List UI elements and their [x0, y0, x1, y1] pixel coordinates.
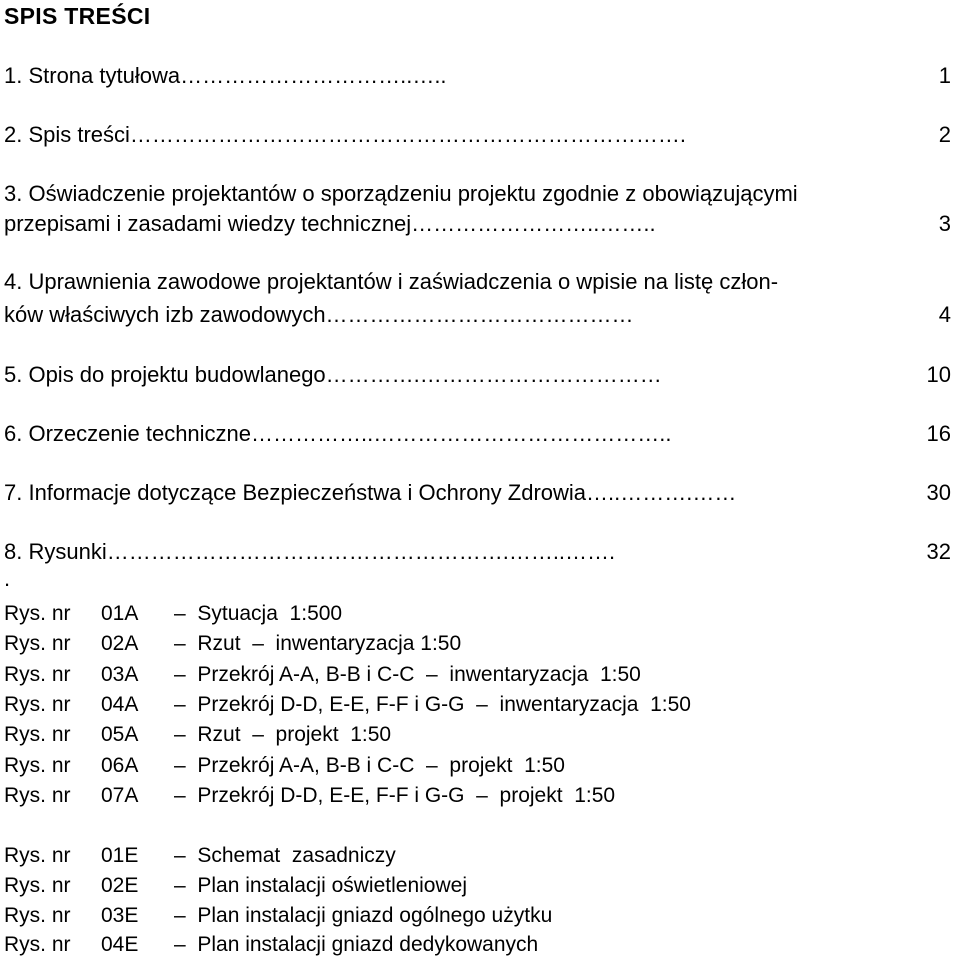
drawing-item-01a: [4, 601, 342, 627]
toc-entry-label: 6. Orzeczenie techniczne……………..…………………………………..: [4, 421, 672, 446]
drawing-prefix: Rys. nr: [4, 784, 71, 807]
toc-page-number: 1: [938, 63, 951, 88]
drawing-prefix: Rys. nr: [4, 693, 71, 716]
drawing-description: – Rzut – inwentaryzacja 1:50: [174, 632, 462, 655]
drawing-code: 03E: [101, 904, 139, 927]
drawing-prefix: Rys. nr: [4, 602, 71, 625]
toc-entry-2: [4, 122, 951, 148]
drawing-code: 06A: [101, 754, 139, 777]
drawing-item-03e: [4, 903, 552, 929]
toc-entry-7: [4, 480, 951, 506]
drawing-description: – Sytuacja 1:500: [174, 602, 343, 625]
toc-entry-1: [4, 63, 951, 89]
drawing-item-02a: [4, 631, 461, 657]
toc-entry-8: [4, 539, 951, 565]
separator-dot: .: [4, 566, 11, 591]
drawing-item-04e: [4, 932, 538, 958]
drawing-prefix: Rys. nr: [4, 723, 71, 746]
toc-entry-3: [4, 211, 951, 237]
drawing-description: – Plan instalacji gniazd ogólnego użytku: [174, 904, 553, 927]
drawing-prefix: Rys. nr: [4, 754, 71, 777]
page-title: SPIS TREŚCI: [4, 3, 151, 29]
drawing-item-05a: [4, 722, 391, 748]
drawing-code: 01E: [101, 844, 139, 867]
toc-page-number: 30: [926, 480, 951, 505]
toc-entry-3-line-1: 3. Oświadczenie projektantów o sporządzeniu projektu zgodnie z obowiązującymi: [4, 181, 798, 206]
drawing-description: – Przekrój A-A, B-B i C-C – inwentaryzacja 1:50: [174, 663, 641, 686]
toc-entry-label: przepisami i zasadami wiedzy technicznej……………………..……..: [4, 211, 656, 236]
toc-entry-4: [4, 302, 951, 328]
drawing-description: – Plan instalacji oświetleniowej: [174, 874, 467, 897]
drawing-description: – Rzut – projekt 1:50: [174, 723, 392, 746]
toc-entry-4-line-1: 4. Uprawnienia zawodowe projektantów i zaświadczenia o wpisie na listę człon-: [4, 269, 779, 294]
drawing-code: 01A: [101, 602, 139, 625]
toc-page-number: 4: [938, 302, 951, 327]
drawing-item-03a: [4, 662, 641, 688]
toc-entry-label: 2. Spis treści………………………………………………………………….: [4, 122, 687, 147]
drawing-prefix: Rys. nr: [4, 632, 71, 655]
toc-entry-6: [4, 421, 951, 447]
drawing-code: 04E: [101, 933, 139, 956]
toc-page-number: 3: [938, 211, 951, 236]
drawing-prefix: Rys. nr: [4, 663, 71, 686]
toc-page-number: 10: [926, 362, 951, 387]
drawing-description: – Przekrój D-D, E-E, F-F i G-G – projekt 1:50: [174, 784, 616, 807]
toc-page-number: 16: [926, 421, 951, 446]
drawing-prefix: Rys. nr: [4, 904, 71, 927]
drawing-code: 07A: [101, 784, 139, 807]
drawing-code: 05A: [101, 723, 139, 746]
drawing-prefix: Rys. nr: [4, 844, 71, 867]
toc-entry-label: ków właściwych izb zawodowych……………………………………: [4, 302, 634, 327]
drawing-code: 03A: [101, 663, 139, 686]
drawing-prefix: Rys. nr: [4, 874, 71, 897]
drawing-item-01e: [4, 843, 396, 869]
drawing-description: – Plan instalacji gniazd dedykowanych: [174, 933, 539, 956]
drawing-item-07a: [4, 783, 615, 809]
toc-page-number: 2: [938, 122, 951, 147]
drawing-item-02e: [4, 873, 467, 899]
toc-entry-5: [4, 362, 951, 388]
toc-entry-label: 7. Informacje dotyczące Bezpieczeństwa i Ochrony Zdrowia…..……….……: [4, 480, 737, 505]
drawing-description: – Schemat zasadniczy: [174, 844, 396, 867]
drawing-description: – Przekrój A-A, B-B i C-C – projekt 1:50: [174, 754, 565, 777]
toc-entry-label: 1. Strona tytułowa…………………………..…..: [4, 63, 447, 88]
drawing-code: 04A: [101, 693, 139, 716]
drawing-description: – Przekrój D-D, E-E, F-F i G-G – inwentaryzacja 1:50: [174, 693, 691, 716]
drawing-code: 02A: [101, 632, 139, 655]
toc-entry-label: 8. Rysunki……………………………………………….……..…….: [4, 539, 616, 564]
toc-entry-label: 5. Opis do projektu budowlanego………….……………………………: [4, 362, 662, 387]
drawing-item-06a: [4, 753, 565, 779]
drawing-prefix: Rys. nr: [4, 933, 71, 956]
toc-page-number: 32: [926, 539, 951, 564]
drawing-item-04a: [4, 692, 691, 718]
drawing-code: 02E: [101, 874, 139, 897]
